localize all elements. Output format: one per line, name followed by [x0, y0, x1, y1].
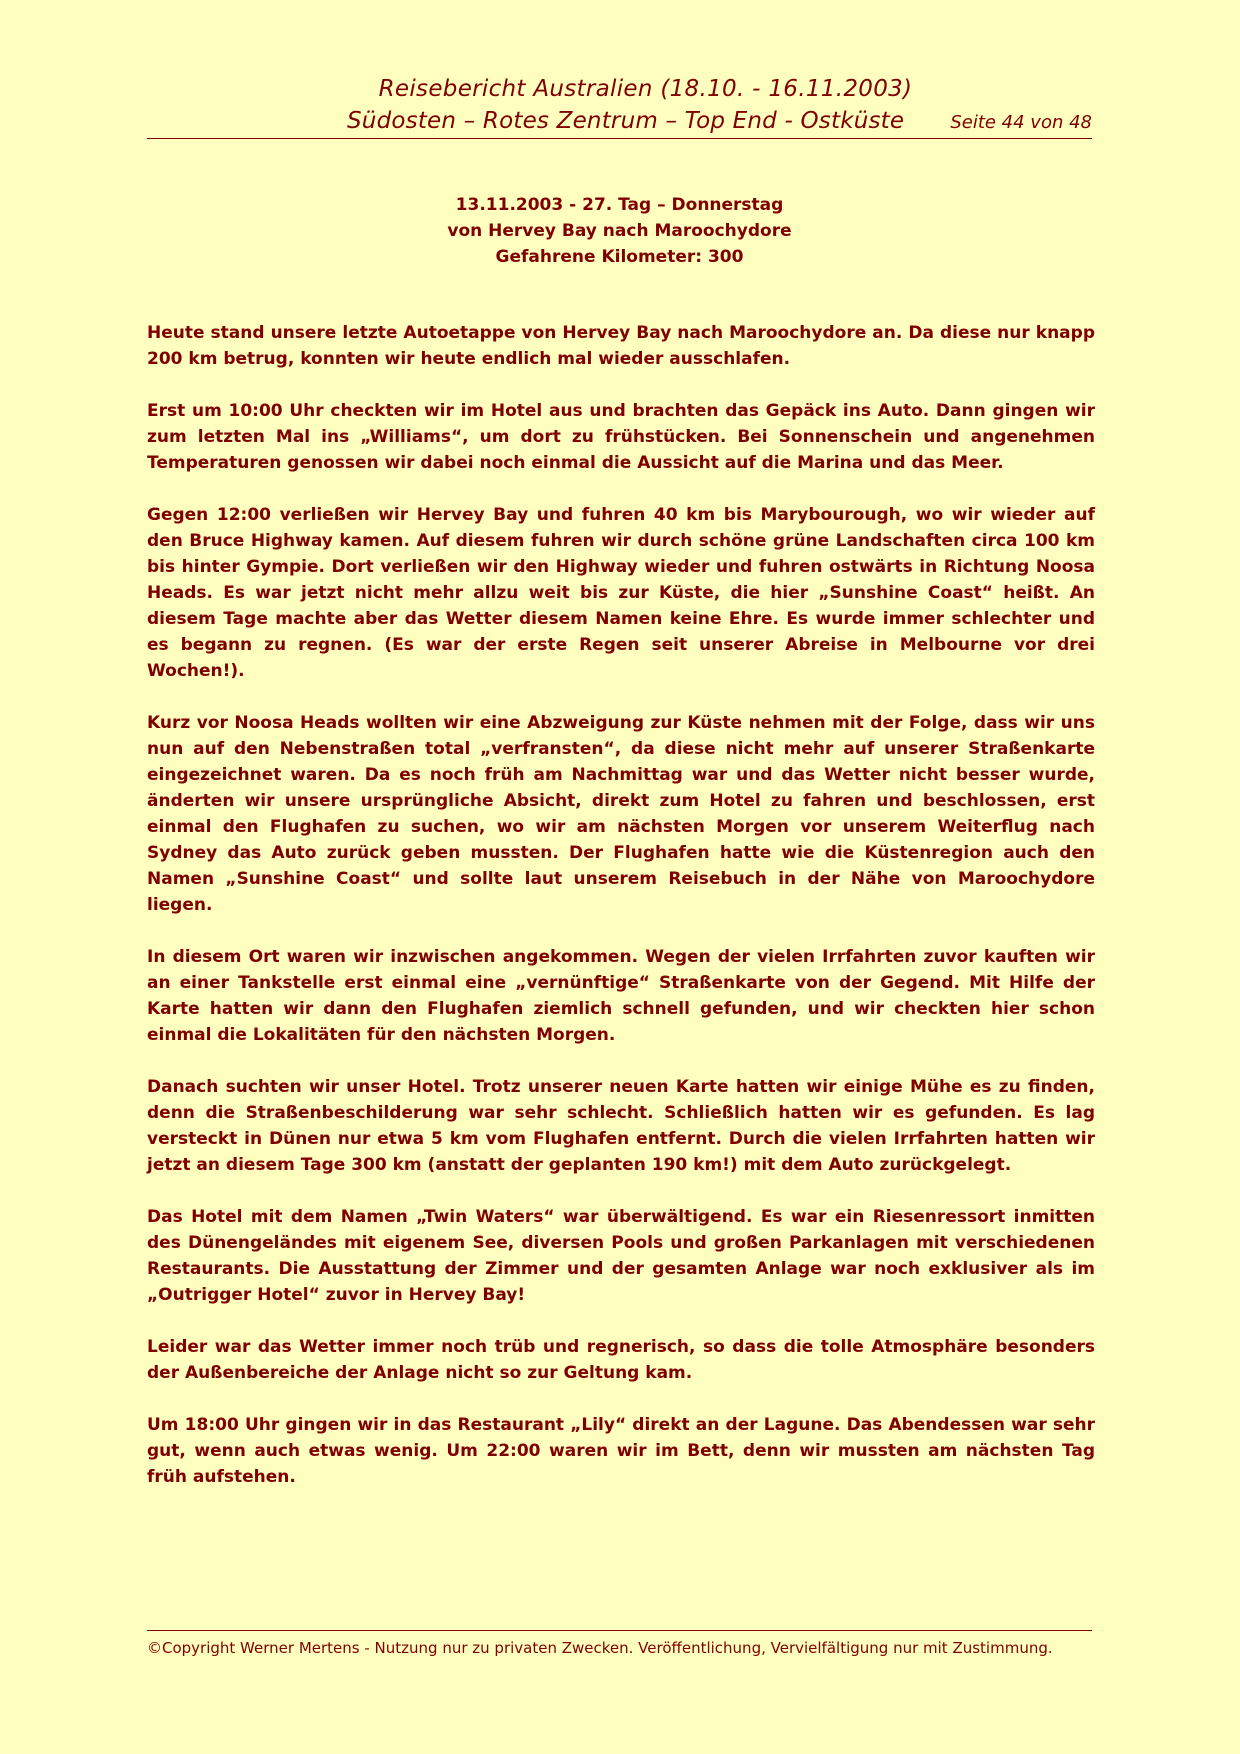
page-number: Seite 44 von 48 [950, 112, 1092, 133]
paragraph: Heute stand unsere letzte Autoetappe von Hervey Bay nach Maroochydore an. Da diese nur knapp 200 km betrug, konnten wir heute endlich mal wieder ausschlafen. [147, 323, 1095, 369]
day-distance: Gefahrene Kilometer: 300 [495, 247, 744, 267]
document-subtitle: Südosten – Rotes Zentrum – Top End - Ostküste [347, 108, 905, 134]
day-route: von Hervey Bay nach Maroochydore [447, 221, 792, 241]
page-footer [147, 1630, 1092, 1661]
paragraph: Erst um 10:00 Uhr checkten wir im Hotel aus und brachten das Gepäck ins Auto. Dann gingen wir zum letzten Mal ins „Williams“, um dort zu frühstücken. Bei Sonnenschein und angenehmen Temperaturen genossen wir dabei noch einmal die Aussicht auf die Marina und das Meer. [147, 401, 1095, 473]
document-title: Reisebericht Australien (18.10. - 16.11.2003) [378, 76, 913, 102]
paragraph: Um 18:00 Uhr gingen wir in das Restaurant „Lily“ direkt an der Lagune. Das Abendessen war sehr gut, wenn auch etwas wenig. Um 22:00 waren wir im Bett, denn wir mussten am nächsten Tag früh aufstehen. [147, 1415, 1095, 1487]
report-body [147, 320, 1095, 1516]
paragraph: Danach suchten wir unser Hotel. Trotz unserer neuen Karte hatten wir einige Mühe es zu finden, denn die Straßenbeschilderung war sehr schlecht. Schließlich hatten wir es gefunden. Es lag versteckt in Dünen nur etwa 5 km vom Flughafen entfernt. Durch die vielen Irrfahrten hatten wir jetzt an diesem Tage 300 km (anstatt der geplanten 190 km!) mit dem Auto zurückgelegt. [147, 1077, 1095, 1175]
paragraph: Leider war das Wetter immer noch trüb und regnerisch, so dass die tolle Atmosphäre besonders der Außenbereiche der Anlage nicht so zur Geltung kam. [147, 1337, 1095, 1383]
paragraph: Kurz vor Noosa Heads wollten wir eine Abzweigung zur Küste nehmen mit der Folge, dass wir uns nun auf den Nebenstraßen total „verfransten“, da diese nicht mehr auf unserer Straßenkarte eingezeichnet waren. Da es noch früh am Nachmittag war und das Wetter nicht besser wurde, änderten wir unsere ursprüngliche Absicht, direkt zum Hotel zu fahren und beschlossen, erst einmal den Flughafen zu suchen, wo wir am nächsten Morgen vor unserem Weiterflug nach Sydney das Auto zurück geben mussten. Der Flughafen hatte wie die Küstenregion auch den Namen „Sunshine Coast“ und sollte laut unserem Reisebuch in der Nähe von Maroochydore liegen. [147, 713, 1095, 915]
paragraph: Das Hotel mit dem Namen „Twin Waters“ war überwältigend. Es war ein Riesenressort inmitten des Dünengeländes mit eigenem See, diversen Pools und großen Parkanlagen mit verschiedenen Restaurants. Die Ausstattung der Zimmer und der gesamten Anlage war noch exklusiver als im „Outrigger Hotel“ zuvor in Hervey Bay! [147, 1207, 1095, 1305]
header-subtitle-row [147, 106, 1092, 139]
day-heading [147, 192, 1092, 270]
paragraph: In diesem Ort waren wir inzwischen angekommen. Wegen der vielen Irrfahrten zuvor kauften wir an einer Tankstelle erst einmal eine „vernünftige“ Straßenkarte von der Gegend. Mit Hilfe der Karte hatten wir dann den Flughafen ziemlich schnell gefunden, und wir checkten hier schon einmal die Lokalitäten für den nächsten Morgen. [147, 947, 1095, 1045]
copyright-notice: ©Copyright Werner Mertens - Nutzung nur zu privaten Zwecken. Veröffentlichung, Vervielfältigung nur mit Zustimmung. [147, 1639, 1053, 1657]
day-date: 13.11.2003 - 27. Tag – Donnerstag [455, 195, 784, 215]
page-header [147, 72, 1092, 139]
paragraph: Gegen 12:00 verließen wir Hervey Bay und fuhren 40 km bis Marybourough, wo wir wieder auf den Bruce Highway kamen. Auf diesem fuhren wir durch schöne grüne Landschaften circa 100 km bis hinter Gympie. Dort verließen wir den Highway wieder und fuhren ostwärts in Richtung Noosa Heads. Es war jetzt nicht mehr allzu weit bis zur Küste, die hier „Sunshine Coast“ heißt. An diesem Tage machte aber das Wetter diesem Namen keine Ehre. Es wurde immer schlechter und es begann zu regnen. (Es war der erste Regen seit unserer Abreise in Melbourne vor drei Wochen!). [147, 505, 1095, 681]
